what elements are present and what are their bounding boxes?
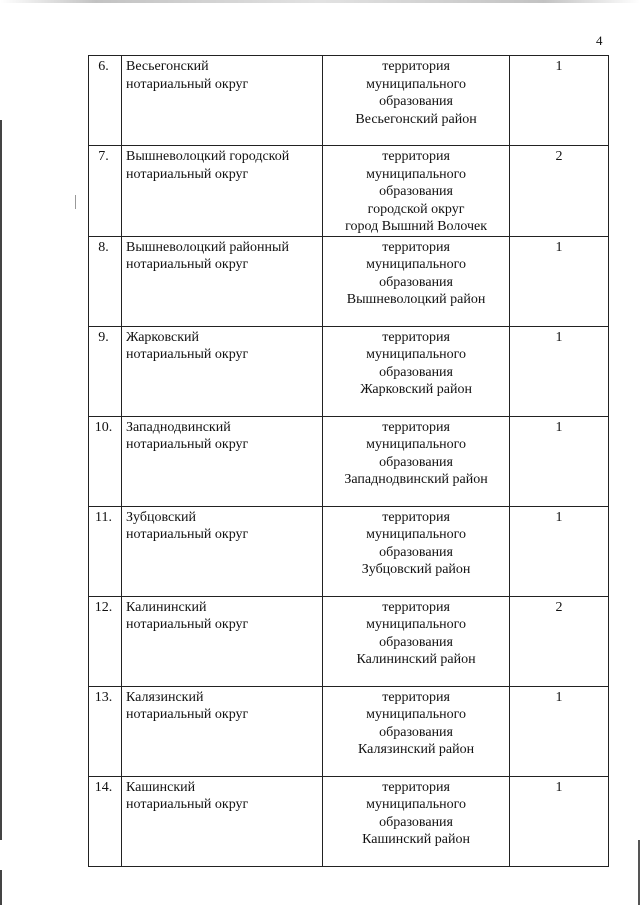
district-name-line: нотариальный округ bbox=[126, 707, 249, 722]
district-name-cell bbox=[122, 596, 323, 686]
table-body bbox=[89, 56, 609, 867]
territory-line: муниципального bbox=[366, 617, 467, 632]
territory-cell bbox=[323, 506, 510, 596]
district-name-line: нотариальный округ bbox=[126, 76, 249, 92]
territory-line: образования bbox=[379, 724, 453, 740]
territory-line: территория bbox=[382, 239, 450, 255]
territory-line: Кашинский район bbox=[362, 832, 470, 847]
district-name-cell bbox=[122, 326, 323, 416]
territory-line: образования bbox=[379, 364, 453, 380]
territory-cell bbox=[323, 236, 510, 326]
table-row bbox=[89, 506, 609, 596]
territory-line: образования bbox=[379, 454, 453, 470]
territory-line: городской округ bbox=[367, 201, 465, 217]
territory-cell bbox=[323, 146, 510, 237]
table-row bbox=[89, 416, 609, 506]
district-name-cell bbox=[122, 776, 323, 866]
territory-cell bbox=[323, 596, 510, 686]
territory-line: образования bbox=[379, 94, 453, 109]
row-number: 13. bbox=[89, 686, 122, 776]
district-name-line: нотариальный округ bbox=[126, 527, 249, 542]
territory-line: муниципального bbox=[366, 437, 467, 452]
territory-line: Западнодвинский район bbox=[344, 472, 488, 487]
row-number: 10. bbox=[89, 416, 122, 506]
table-row bbox=[89, 236, 609, 326]
table-row bbox=[89, 146, 609, 237]
territory-line: территория bbox=[382, 419, 450, 435]
notary-count: 1 bbox=[509, 416, 608, 506]
district-name-line: Зубцовский bbox=[126, 509, 196, 525]
notary-count: 2 bbox=[509, 146, 608, 237]
district-name-line: нотариальный округ bbox=[126, 166, 249, 182]
district-name-line: Калининский bbox=[126, 599, 207, 615]
notary-count: 1 bbox=[509, 686, 608, 776]
territory-line: Весьегонский район bbox=[355, 111, 477, 127]
row-number: 8. bbox=[89, 236, 122, 326]
district-name-line: Западнодвинский bbox=[126, 419, 231, 435]
scan-top-edge bbox=[0, 0, 640, 3]
district-name-cell bbox=[122, 56, 323, 146]
territory-line: Калининский район bbox=[356, 652, 476, 667]
table-row bbox=[89, 686, 609, 776]
territory-line: территория bbox=[382, 509, 450, 525]
row-number: 14. bbox=[89, 776, 122, 866]
territory-line: образования bbox=[379, 634, 453, 650]
district-name-line: нотариальный округ bbox=[126, 347, 249, 362]
territory-line: территория bbox=[382, 779, 450, 795]
page-number: 4 bbox=[596, 33, 603, 48]
row-number: 7. bbox=[89, 146, 122, 237]
territory-line: муниципального bbox=[366, 76, 467, 92]
scan-speck bbox=[75, 195, 76, 209]
district-name-line: Вышневолоцкий районный bbox=[126, 239, 289, 255]
district-name-line: нотариальный округ bbox=[126, 437, 249, 452]
district-name-cell bbox=[122, 146, 323, 237]
territory-line: муниципального bbox=[366, 347, 467, 362]
district-name-line: нотариальный округ bbox=[126, 617, 249, 632]
district-name-line: Весьегонский bbox=[126, 59, 209, 74]
territory-cell bbox=[323, 416, 510, 506]
territory-line: муниципального bbox=[366, 707, 467, 722]
territory-cell bbox=[323, 56, 510, 146]
notary-count: 1 bbox=[509, 506, 608, 596]
district-name-cell bbox=[122, 416, 323, 506]
notary-districts-table bbox=[88, 55, 609, 867]
row-number: 12. bbox=[89, 596, 122, 686]
notary-count: 2 bbox=[509, 596, 608, 686]
territory-line: Калязинский район bbox=[358, 742, 475, 757]
territory-line: образования bbox=[379, 274, 453, 290]
notary-count: 1 bbox=[509, 326, 608, 416]
district-name-line: нотариальный округ bbox=[126, 257, 249, 272]
district-name-line: Жарковский bbox=[126, 329, 200, 345]
territory-line: образования bbox=[379, 184, 453, 199]
district-name-cell bbox=[122, 686, 323, 776]
territory-cell bbox=[323, 776, 510, 866]
territory-line: город Вышний Волочек bbox=[345, 219, 488, 234]
district-name-line: Калязинский bbox=[126, 689, 204, 705]
territory-line: территория bbox=[382, 689, 450, 705]
territory-line: Жарковский район bbox=[360, 382, 472, 397]
territory-line: образования bbox=[379, 814, 453, 830]
table-row bbox=[89, 776, 609, 866]
territory-line: территория bbox=[382, 329, 450, 345]
table-row bbox=[89, 326, 609, 416]
territory-cell bbox=[323, 686, 510, 776]
scan-left-edge bbox=[0, 120, 2, 840]
territory-line: Вышневолоцкий район bbox=[346, 292, 486, 307]
scan-left-edge-bottom bbox=[0, 870, 2, 905]
district-name-line: Кашинский bbox=[126, 779, 196, 795]
table-row bbox=[89, 56, 609, 146]
territory-line: муниципального bbox=[366, 797, 467, 812]
district-name-cell bbox=[122, 236, 323, 326]
territory-line: муниципального bbox=[366, 166, 467, 182]
notary-count: 1 bbox=[509, 236, 608, 326]
territory-line: муниципального bbox=[366, 257, 467, 272]
row-number: 11. bbox=[89, 506, 122, 596]
notary-count: 1 bbox=[509, 56, 608, 146]
territory-line: территория bbox=[382, 59, 450, 74]
territory-line: территория bbox=[382, 599, 450, 615]
row-number: 9. bbox=[89, 326, 122, 416]
territory-line: образования bbox=[379, 544, 453, 560]
territory-line: муниципального bbox=[366, 527, 467, 542]
territory-line: Зубцовский район bbox=[361, 562, 471, 577]
notary-count: 1 bbox=[509, 776, 608, 866]
table-row bbox=[89, 596, 609, 686]
district-name-line: Вышневолоцкий городской bbox=[126, 149, 290, 164]
row-number: 6. bbox=[89, 56, 122, 146]
district-name-cell bbox=[122, 506, 323, 596]
district-name-line: нотариальный округ bbox=[126, 797, 249, 812]
territory-cell bbox=[323, 326, 510, 416]
territory-line: территория bbox=[382, 149, 450, 164]
